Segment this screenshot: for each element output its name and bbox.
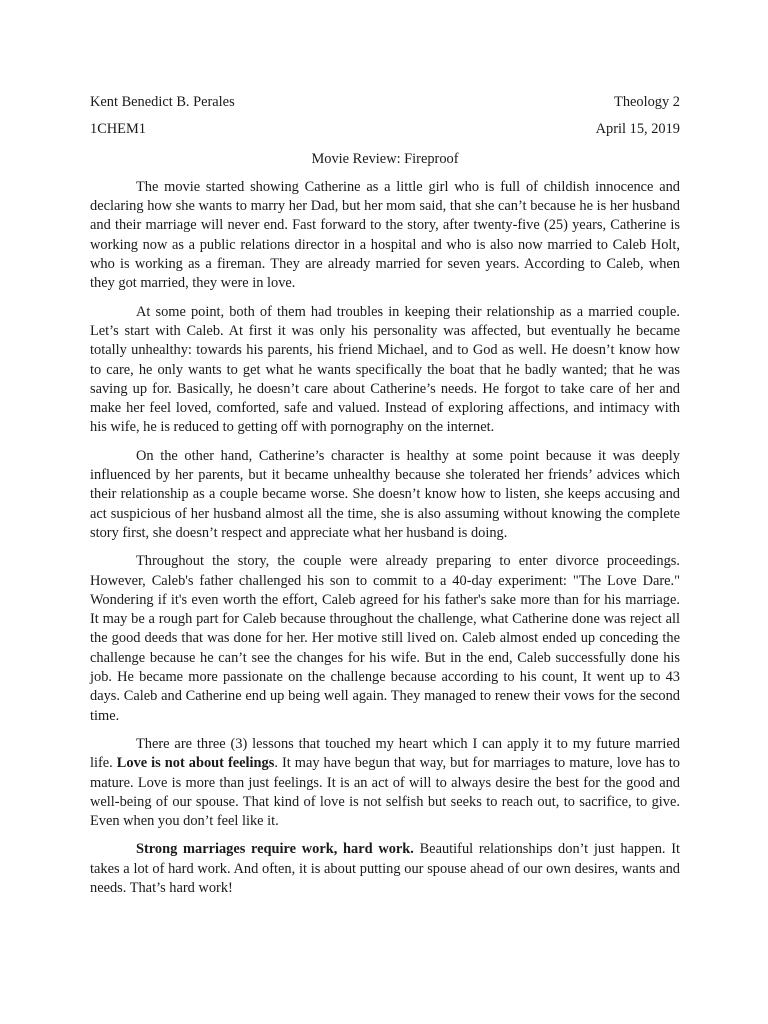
header-row-1	[90, 93, 680, 112]
lesson-2-heading: Strong marriages require work, hard work.	[136, 841, 414, 858]
lesson-1-heading: Love is not about feelings	[116, 755, 275, 772]
section-code: 1CHEM1	[90, 121, 146, 138]
paragraph-4: Throughout the story, the couple were already preparing to enter divorce proceedings. However, Caleb's father challenged his son to commit to a 40-day experiment: "The Love Dare." Wondering if it's even worth the effort, Caleb agreed for his father's sake more than for his marriage. It may be a rough part for Caleb because throughout the challenge, what Catherine done was reject all the good deeds that was done for her. Her motive still lived on. Caleb almost ended up conceding the challenge because he can’t see the changes for his wife. But in the end, Caleb successfully done his job. He became more passionate on the challenge because according to his count, It went up to 43 days. Caleb and Catherine end up being well again. They managed to renew their vows for the second time.	[90, 553, 680, 724]
paragraph-6	[90, 840, 680, 898]
paragraph-3: On the other hand, Catherine’s character is healthy at some point because it was deeply influenced by her parents, but it became unhealthy because she tolerated her friends’ advices which their relationship as a couple became worse. She doesn’t know how to listen, she keeps accusing and act suspicious of her husband almost all the time, she is also assuming without knowing the complete story first, she doesn’t respect and appreciate what her husband is doing.	[90, 447, 680, 541]
author-name: Kent Benedict B. Perales	[90, 94, 235, 110]
paragraph-5-body: . It may have begun that way, but for marriages to mature, love has to mature. Love is more than just feelings. It is an act of will to always desire the best for the good and well-being of our spouse. That kind of love is not selfish but seeks to reach out, to sacrifice, to give. Even when you don’t feel like it.	[90, 755, 680, 830]
header-row-2	[90, 120, 680, 139]
paragraph-2: At some point, both of them had troubles in keeping their relationship as a married couple. Let’s start with Caleb. At first it was only his personality was affected, but eventually he became totally unhealthy: towards his parents, his friend Michael, and to God as well. He doesn’t know how to care, he only wants to get what he wants specifically the boat that he badly wanted; that he was saving up for. Basically, he doesn’t care about Catherine’s needs. He forgot to take care of her and make her feel loved, comforted, safe and valued. Instead of exploring affections, and intimacy with his wife, he is reduced to getting off with pornography on the internet.	[90, 303, 680, 436]
paragraph-1: The movie started showing Catherine as a little girl who is full of childish innocence and declaring how she wants to marry her Dad, but her mom said, that she can’t because he is her husband and their marriage will never end. Fast forward to the story, after twenty-five (25) years, Catherine is working now as a public relations director in a hospital and who is also now married to Caleb Holt, who is working as a fireman. They are already married for seven years. According to Caleb, when they got married, they were in love.	[90, 178, 680, 292]
paragraph-5	[90, 735, 680, 831]
document-title: Movie Review: Fireproof	[311, 150, 459, 167]
course-name: Theology 2	[614, 94, 680, 110]
paragraph-6-body: Beautiful relationships don’t just happen. It takes a lot of hard work. And often, it is about putting our spouse ahead of our own desires, wants and needs. That’s hard work!	[90, 841, 680, 896]
document-date: April 15, 2019	[595, 121, 680, 138]
paragraph-5-intro: There are three (3) lessons that touched my heart which I can apply it to my future married life.	[90, 735, 680, 772]
